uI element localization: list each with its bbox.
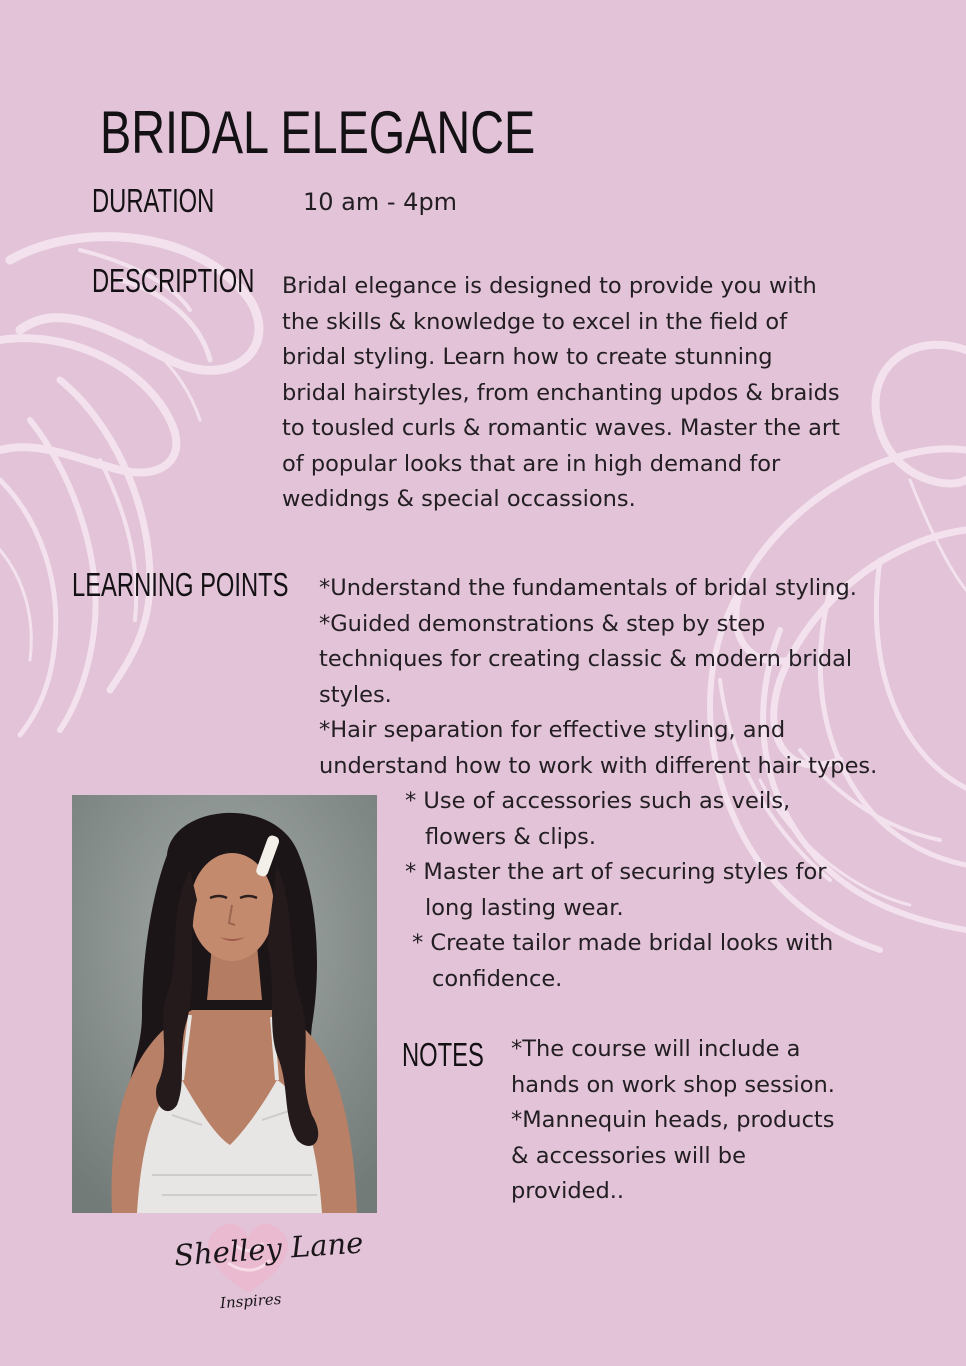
shelley-lane-logo: [168, 1218, 365, 1328]
learning-points-label: LEARNING POINTS: [72, 566, 289, 603]
notes-line: *Mannequin heads, products: [511, 1107, 835, 1133]
logo-wordmark: Shelley Lane: [173, 1225, 365, 1273]
notes-text: [511, 1032, 835, 1210]
learning-points-list: [319, 571, 877, 784]
description-line: Bridal elegance is designed to provide you with: [282, 273, 817, 299]
learning-point-line: understand how to work with different hair types.: [319, 752, 878, 779]
notes-line: provided..: [511, 1178, 625, 1204]
learning-point-line: confidence.: [432, 965, 563, 992]
course-title: BRIDAL ELEGANCE: [100, 99, 536, 166]
learning-point-line: techniques for creating classic & modern bridal: [319, 646, 853, 672]
description-line: wedidngs & special occassions.: [282, 486, 636, 512]
description-line: to tousled curls & romantic waves. Master the art: [282, 415, 840, 441]
learning-point-line: *Understand the fundamentals of bridal styling.: [319, 575, 857, 601]
learning-point-line: * Create tailor made bridal looks with: [412, 930, 834, 956]
bride-portrait-illustration: [72, 795, 377, 1213]
notes-label: NOTES: [402, 1036, 484, 1073]
learning-point-line: *Guided demonstrations & step by step: [319, 610, 766, 637]
duration-value: 10 am - 4pm: [303, 188, 458, 216]
description-label: DESCRIPTION: [92, 262, 255, 299]
description-line: bridal hairstyles, from enchanting updos & braids: [282, 379, 840, 406]
description-line: the skills & knowledge to excel in the field of: [282, 308, 788, 335]
logo-tagline: Inspires: [219, 1289, 282, 1313]
learning-point-line: * Use of accessories such as veils,: [405, 788, 791, 814]
notes-line: hands on work shop session.: [511, 1071, 835, 1098]
learning-point-line: * Master the art of securing styles for: [405, 859, 827, 885]
description-line: bridal styling. Learn how to create stunning: [282, 344, 773, 370]
description-text: [282, 269, 840, 518]
learning-points-list-continued: [405, 784, 833, 997]
learning-point-line: long lasting wear.: [425, 894, 624, 921]
description-line: of popular looks that are in high demand for: [282, 450, 781, 477]
bride-portrait-photo: [72, 795, 377, 1213]
learning-point-line: flowers & clips.: [425, 823, 597, 850]
learning-point-line: styles.: [319, 681, 392, 708]
notes-line: & accessories will be: [511, 1142, 746, 1169]
duration-label: DURATION: [92, 182, 215, 219]
learning-point-line: *Hair separation for effective styling, and: [319, 717, 786, 743]
notes-line: *The course will include a: [511, 1036, 801, 1062]
